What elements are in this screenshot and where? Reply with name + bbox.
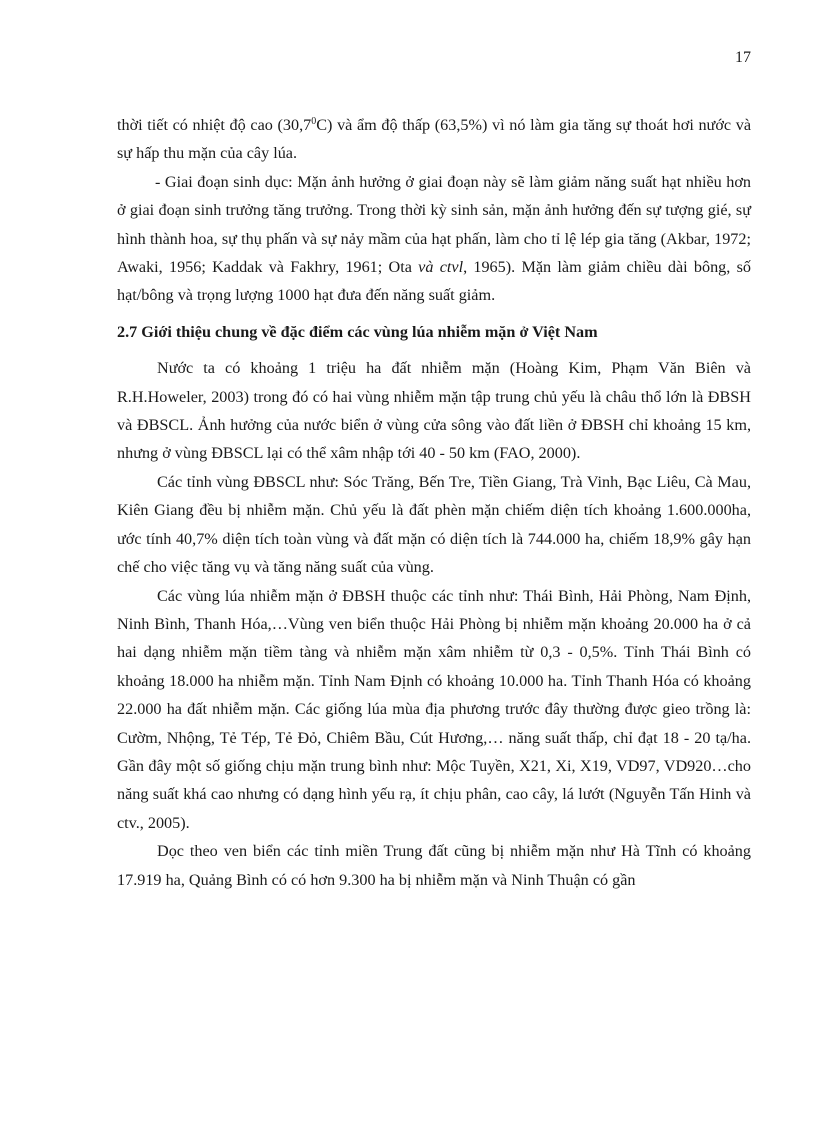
temperature-text: thời tiết có nhiệt độ cao (30,7 [117, 116, 312, 134]
paragraph-continuation [117, 111, 751, 168]
section-heading: 2.7 Giới thiệu chung về đặc điểm các vùng lúa nhiễm mặn ở Việt Nam [117, 322, 598, 341]
reproductive-stage-text-end: , 1965). Mặn làm giảm chiều dài bông, số hạt/bông và trọng lượng 1000 hạt đưa đến năng suất giảm. [117, 258, 751, 305]
paragraph-red-river-delta: Các vùng lúa nhiễm mặn ở ĐBSH thuộc các tỉnh như: Thái Bình, Hải Phòng, Nam Định, Ninh Bình, Thanh Hóa,…Vùng ven biển thuộc Hải Phòng bị nhiễm mặn khoảng 20.000 ha ở cả hai dạng nhiễm mặn tiềm tàng và nhiễm mặn xâm nhiễm từ 0,3 - 0,5%. Tỉnh Thái Bình có khoảng 18.000 ha nhiễm mặn. Tỉnh Nam Định có khoảng 10.000 ha. Tỉnh Thanh Hóa có khoảng 22.000 ha đất nhiễm mặn. Các giống lúa mùa địa phương trước đây thường được gieo trồng là: Cườm, Nhộng, Tẻ Tép, Tẻ Đỏ, Chiêm Bầu, Cút Hương,… năng suất thấp, chỉ đạt 18 - 20 tạ/ha. Gần đây một số giống chịu mặn trung bình như: Mộc Tuyền, X21, Xi, X19, VD97, VD920…cho năng suất khá cao nhưng có dạng hình yếu rạ, ít chịu phân, cao cây, lá lướt (Nguyễn Tấn Hinh và ctv., 2005). [117, 586, 751, 832]
degree-superscript: 0 [311, 116, 317, 127]
page-number: 17 [735, 49, 751, 66]
paragraph-mekong-delta: Các tỉnh vùng ĐBSCL như: Sóc Trăng, Bến Tre, Tiền Giang, Trà Vinh, Bạc Liêu, Cà Mau, Kiên Giang đều bị nhiễm mặn. Chủ yếu là đất phèn mặn chiếm diện tích khoảng 1.600.000ha, ước tính 40,7% diện tích toàn vùng và đất mặn có diện tích là 744.000 ha, chiếm 18,9% gây hạn chế cho việc tăng vụ và tăng năng suất của vùng. [117, 472, 751, 577]
paragraph-national-overview: Nước ta có khoảng 1 triệu ha đất nhiễm mặn (Hoàng Kim, Phạm Văn Biên và R.H.Howeler, 2003) trong đó có hai vùng nhiễm mặn tập trung chủ yếu là châu thổ lớn là ĐBSH và ĐBSCL. Ảnh hưởng của nước biển ở vùng cửa sông vào đất liền ở ĐBSH chỉ khoảng 15 km, nhưng ở vùng ĐBSCL lại có thể xâm nhập tới 40 - 50 km (FAO, 2000). [117, 359, 751, 463]
humidity-text: C) và ẩm độ thấp (63,5%) vì nó làm gia tăng sự thoát hơi nước và sự hấp thu mặn của cây lúa. [117, 116, 752, 163]
paragraph-reproductive-stage [117, 168, 751, 310]
reproductive-stage-text: - Giai đoạn sinh dục: Mặn ảnh hưởng ở giai đoạn này sẽ làm giảm năng suất hạt nhiều hơn ở giai đoạn sinh trưởng tăng trưởng. Trong thời kỳ sinh sản, mặn ảnh hưởng đến sự tượng gié, sự hình thành hoa, sự thụ phấn và sự nảy mầm của hạt phấn, làm cho tỉ lệ lép gia tăng (Akbar, 1972; Awaki, 1956; Kaddak và Fakhry, 1961; Ota [117, 172, 751, 277]
citation-italic: và ctvl [418, 258, 464, 277]
body-text [117, 111, 751, 894]
paragraph-central-coast: Dọc theo ven biển các tỉnh miền Trung đất cũng bị nhiễm mặn như Hà Tĩnh có khoảng 17.919 ha, Quảng Bình có có hơn 9.300 ha bị nhiễm mặn và Ninh Thuận có gần [117, 842, 751, 889]
